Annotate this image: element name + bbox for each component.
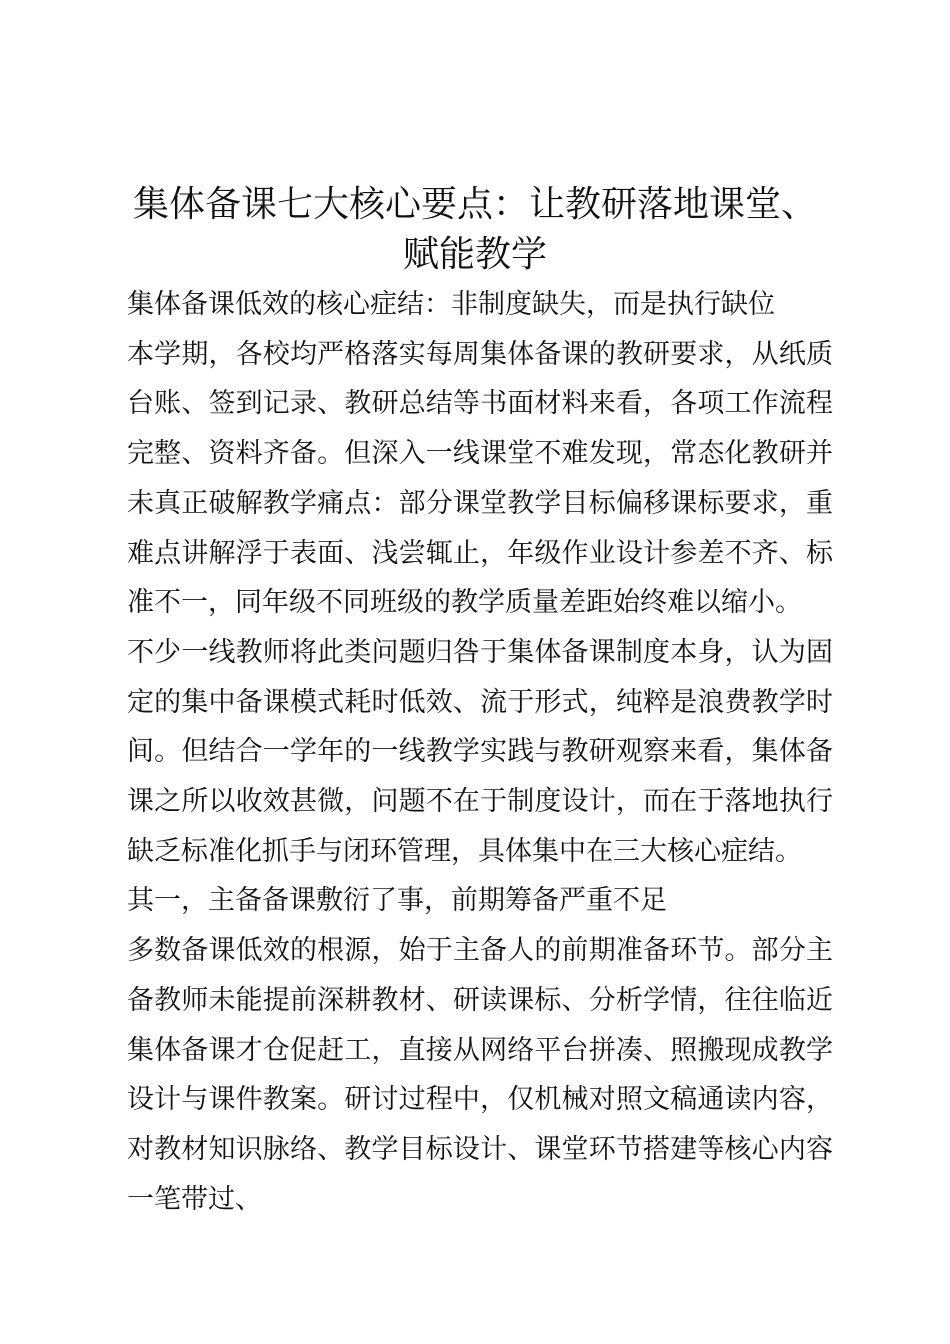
document-title: 集体备课七大核心要点：让教研落地课堂、赋能教学 (132, 184, 817, 275)
body-paragraph: 不少一线教师将此类问题归咎于集体备课制度本身，认为固定的集中备课模式耗时低效、流于形式，纯粹是浪费教学时间。但结合一学年的一线教学实践与教研观察来看，集体备课之所以收效甚微，问题不在于制度设计，而在于落地执行缺乏标准化抓手与闭环管理，具体集中在三大核心症结。 (127, 636, 833, 867)
body-paragraph: 本学期，各校均严格落实每周集体备课的教研要求，从纸质台账、签到记录、教研总结等书面材料来看，各项工作流程完整、资料齐备。但深入一线课堂不难发现，常态化教研并未真正破解教学痛点：部分课堂教学目标偏移课标要求，重难点讲解浮于表面、浅尝辄止，年级作业设计参差不齐、标准不一，同年级不同班级的教学质量差距始终难以缩小。 (127, 338, 833, 619)
document-body (127, 280, 833, 1224)
body-paragraph: 多数备课低效的根源，始于主备人的前期准备环节。部分主备教师未能提前深耕教材、研读课标、分析学情，往往临近集体备课才仓促赶工，直接从网络平台拼凑、照搬现成教学设计与课件教案。研讨过程中，仅机械对照文稿通读内容，对教材知识脉络、教学目标设计、课堂环节搭建等核心内容一笔带过、 (127, 935, 833, 1215)
section-heading: 其一，主备备课敷衍了事，前期筹备严重不足 (127, 885, 667, 917)
section-heading: 集体备课低效的核心症结：非制度缺失，而是执行缺位 (127, 289, 775, 320)
